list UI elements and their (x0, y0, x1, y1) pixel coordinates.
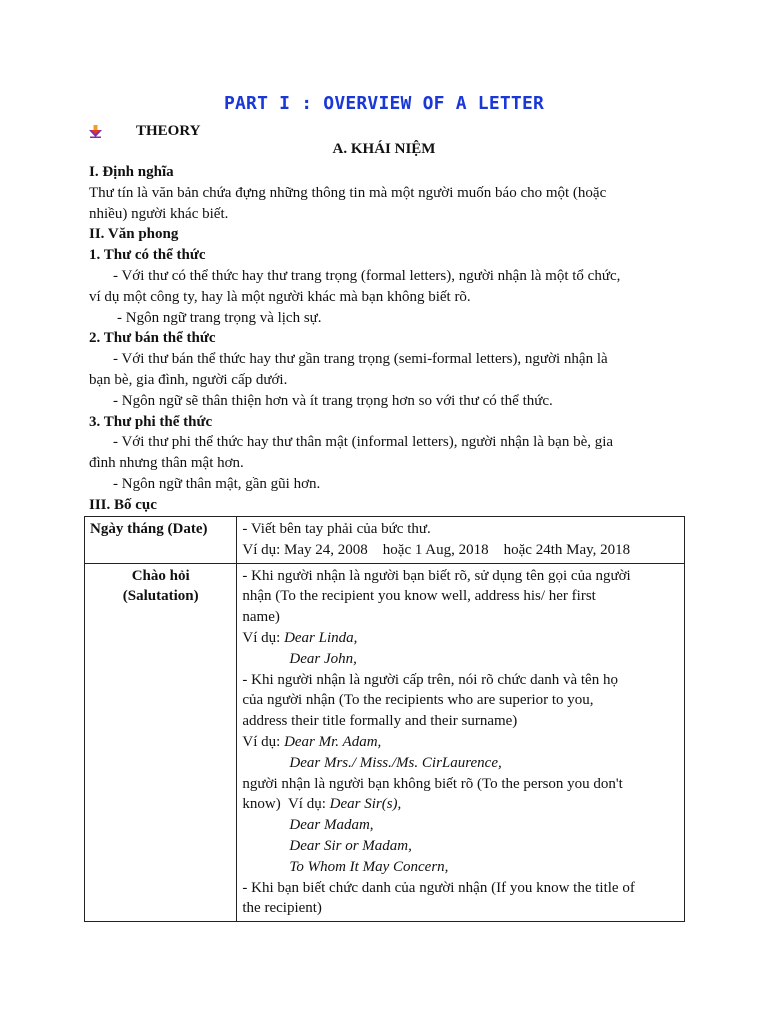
salutation-line (242, 794, 679, 815)
salutation-example: Dear Sir(s), (329, 796, 402, 813)
salutation-text: know) Ví dụ: (242, 796, 330, 813)
table-row-salutation (85, 563, 685, 922)
date-example-line: Ví dụ: May 24, 2008 hoặc 1 Aug, 2018 hoặc 24th May, 2018 (242, 541, 631, 558)
salutation-text: address their title formally and their surname) (242, 713, 518, 730)
salutation-text: the recipient) (242, 900, 322, 917)
salutation-text: name) (242, 609, 280, 626)
salutation-line (242, 711, 679, 732)
section-heading-line: 2. Thư bán thể thức (89, 330, 216, 347)
section-heading-line: 1. Thư có thể thức (89, 247, 206, 264)
salutation-line (242, 586, 679, 607)
salutation-example: To Whom It May Concern, (289, 858, 449, 875)
document-title: PART I : OVERVIEW OF A LETTER (223, 93, 545, 114)
body-line: - Ngôn ngữ thân mật, gần gũi hơn. (113, 475, 321, 492)
body-line: - Với thư có thể thức hay thư trang trọng (formal letters), người nhận là một tổ chức, (113, 267, 621, 284)
salutation-example: Dear John, (289, 650, 357, 667)
salutation-line (242, 815, 679, 836)
salutation-text: người nhận là người bạn không biết rõ (To the person you don't (242, 775, 623, 792)
down-arrow-bullet-icon (89, 125, 102, 138)
salutation-label-en: (Salutation) (122, 588, 199, 605)
body-text (89, 162, 689, 516)
salutation-line (242, 753, 679, 774)
salutation-line (242, 836, 679, 857)
section-heading-line: I. Định nghĩa (89, 164, 174, 180)
salutation-line (242, 690, 679, 711)
body-line: - Với thư bán thể thức hay thư gần trang trọng (semi-formal letters), người nhận là (113, 351, 608, 368)
salutation-example: Dear Sir or Madam, (289, 837, 412, 854)
salutation-text: Ví dụ: (242, 629, 285, 646)
body-line: nhiều) người khác biết. (89, 205, 229, 222)
salutation-line (242, 607, 679, 628)
salutation-example: Dear Mrs./ Miss./Ms. CirLaurence, (289, 754, 502, 771)
salutation-line (242, 732, 679, 753)
section-heading: A. KHÁI NIỆM (332, 141, 436, 157)
theory-row (89, 121, 200, 141)
date-label-cell (85, 517, 237, 564)
date-line: - Viết bên tay phải của bức thư. (242, 521, 431, 537)
salutation-label-cell (85, 563, 237, 922)
salutation-example: Dear Madam, (289, 817, 374, 834)
salutation-line (242, 898, 679, 919)
section-heading-line: II. Văn phong (89, 226, 179, 243)
salutation-text: - Khi người nhận là người bạn biết rõ, sử dụng tên gọi của người (242, 567, 631, 584)
section-heading-line: III. Bố cục (89, 496, 157, 513)
theory-label: THEORY (136, 122, 201, 139)
body-line: ví dụ một công ty, hay là một người khác mà bạn không biết rõ. (89, 288, 471, 305)
section-heading-line: 3. Thư phi thể thức (89, 413, 213, 430)
body-line: - Ngôn ngữ trang trọng và lịch sự. (117, 309, 322, 326)
salutation-example: Dear Mr. Adam, (284, 733, 382, 750)
salutation-label-vn: Chào hỏi (131, 567, 190, 584)
date-label: Ngày tháng (Date) (90, 521, 208, 537)
table-row-date (85, 517, 685, 564)
layout-table (84, 516, 685, 922)
salutation-text: Ví dụ: (242, 733, 285, 750)
salutation-text: nhận (To the recipient you know well, address his/ her first (242, 588, 596, 605)
salutation-text: của người nhận (To the recipients who are superior to you, (242, 692, 594, 709)
salutation-line (242, 878, 679, 899)
salutation-line (242, 649, 679, 670)
body-line: bạn bè, gia đình, người cấp dưới. (89, 371, 288, 388)
salutation-text: - Khi người nhận là người cấp trên, nói rõ chức danh và tên họ (242, 671, 618, 688)
salutation-value-cell (237, 563, 685, 922)
salutation-line (242, 774, 679, 795)
salutation-line (242, 857, 679, 878)
salutation-example: Dear Linda, (284, 629, 358, 646)
salutation-line (242, 628, 679, 649)
date-value-cell (237, 517, 685, 564)
body-line: - Ngôn ngữ sẽ thân thiện hơn và ít trang trọng hơn so với thư có thể thức. (113, 392, 553, 409)
body-line: đình nhưng thân mật hơn. (89, 455, 244, 472)
salutation-line (242, 566, 679, 587)
salutation-text: - Khi bạn biết chức danh của người nhận (If you know the title of (242, 879, 635, 896)
body-line: - Với thư phi thể thức hay thư thân mật (informal letters), người nhận là bạn bè, gia (113, 434, 614, 451)
salutation-line (242, 670, 679, 691)
body-line: Thư tín là văn bản chứa đựng những thông tin mà một người muốn báo cho một (hoặc (89, 184, 607, 201)
